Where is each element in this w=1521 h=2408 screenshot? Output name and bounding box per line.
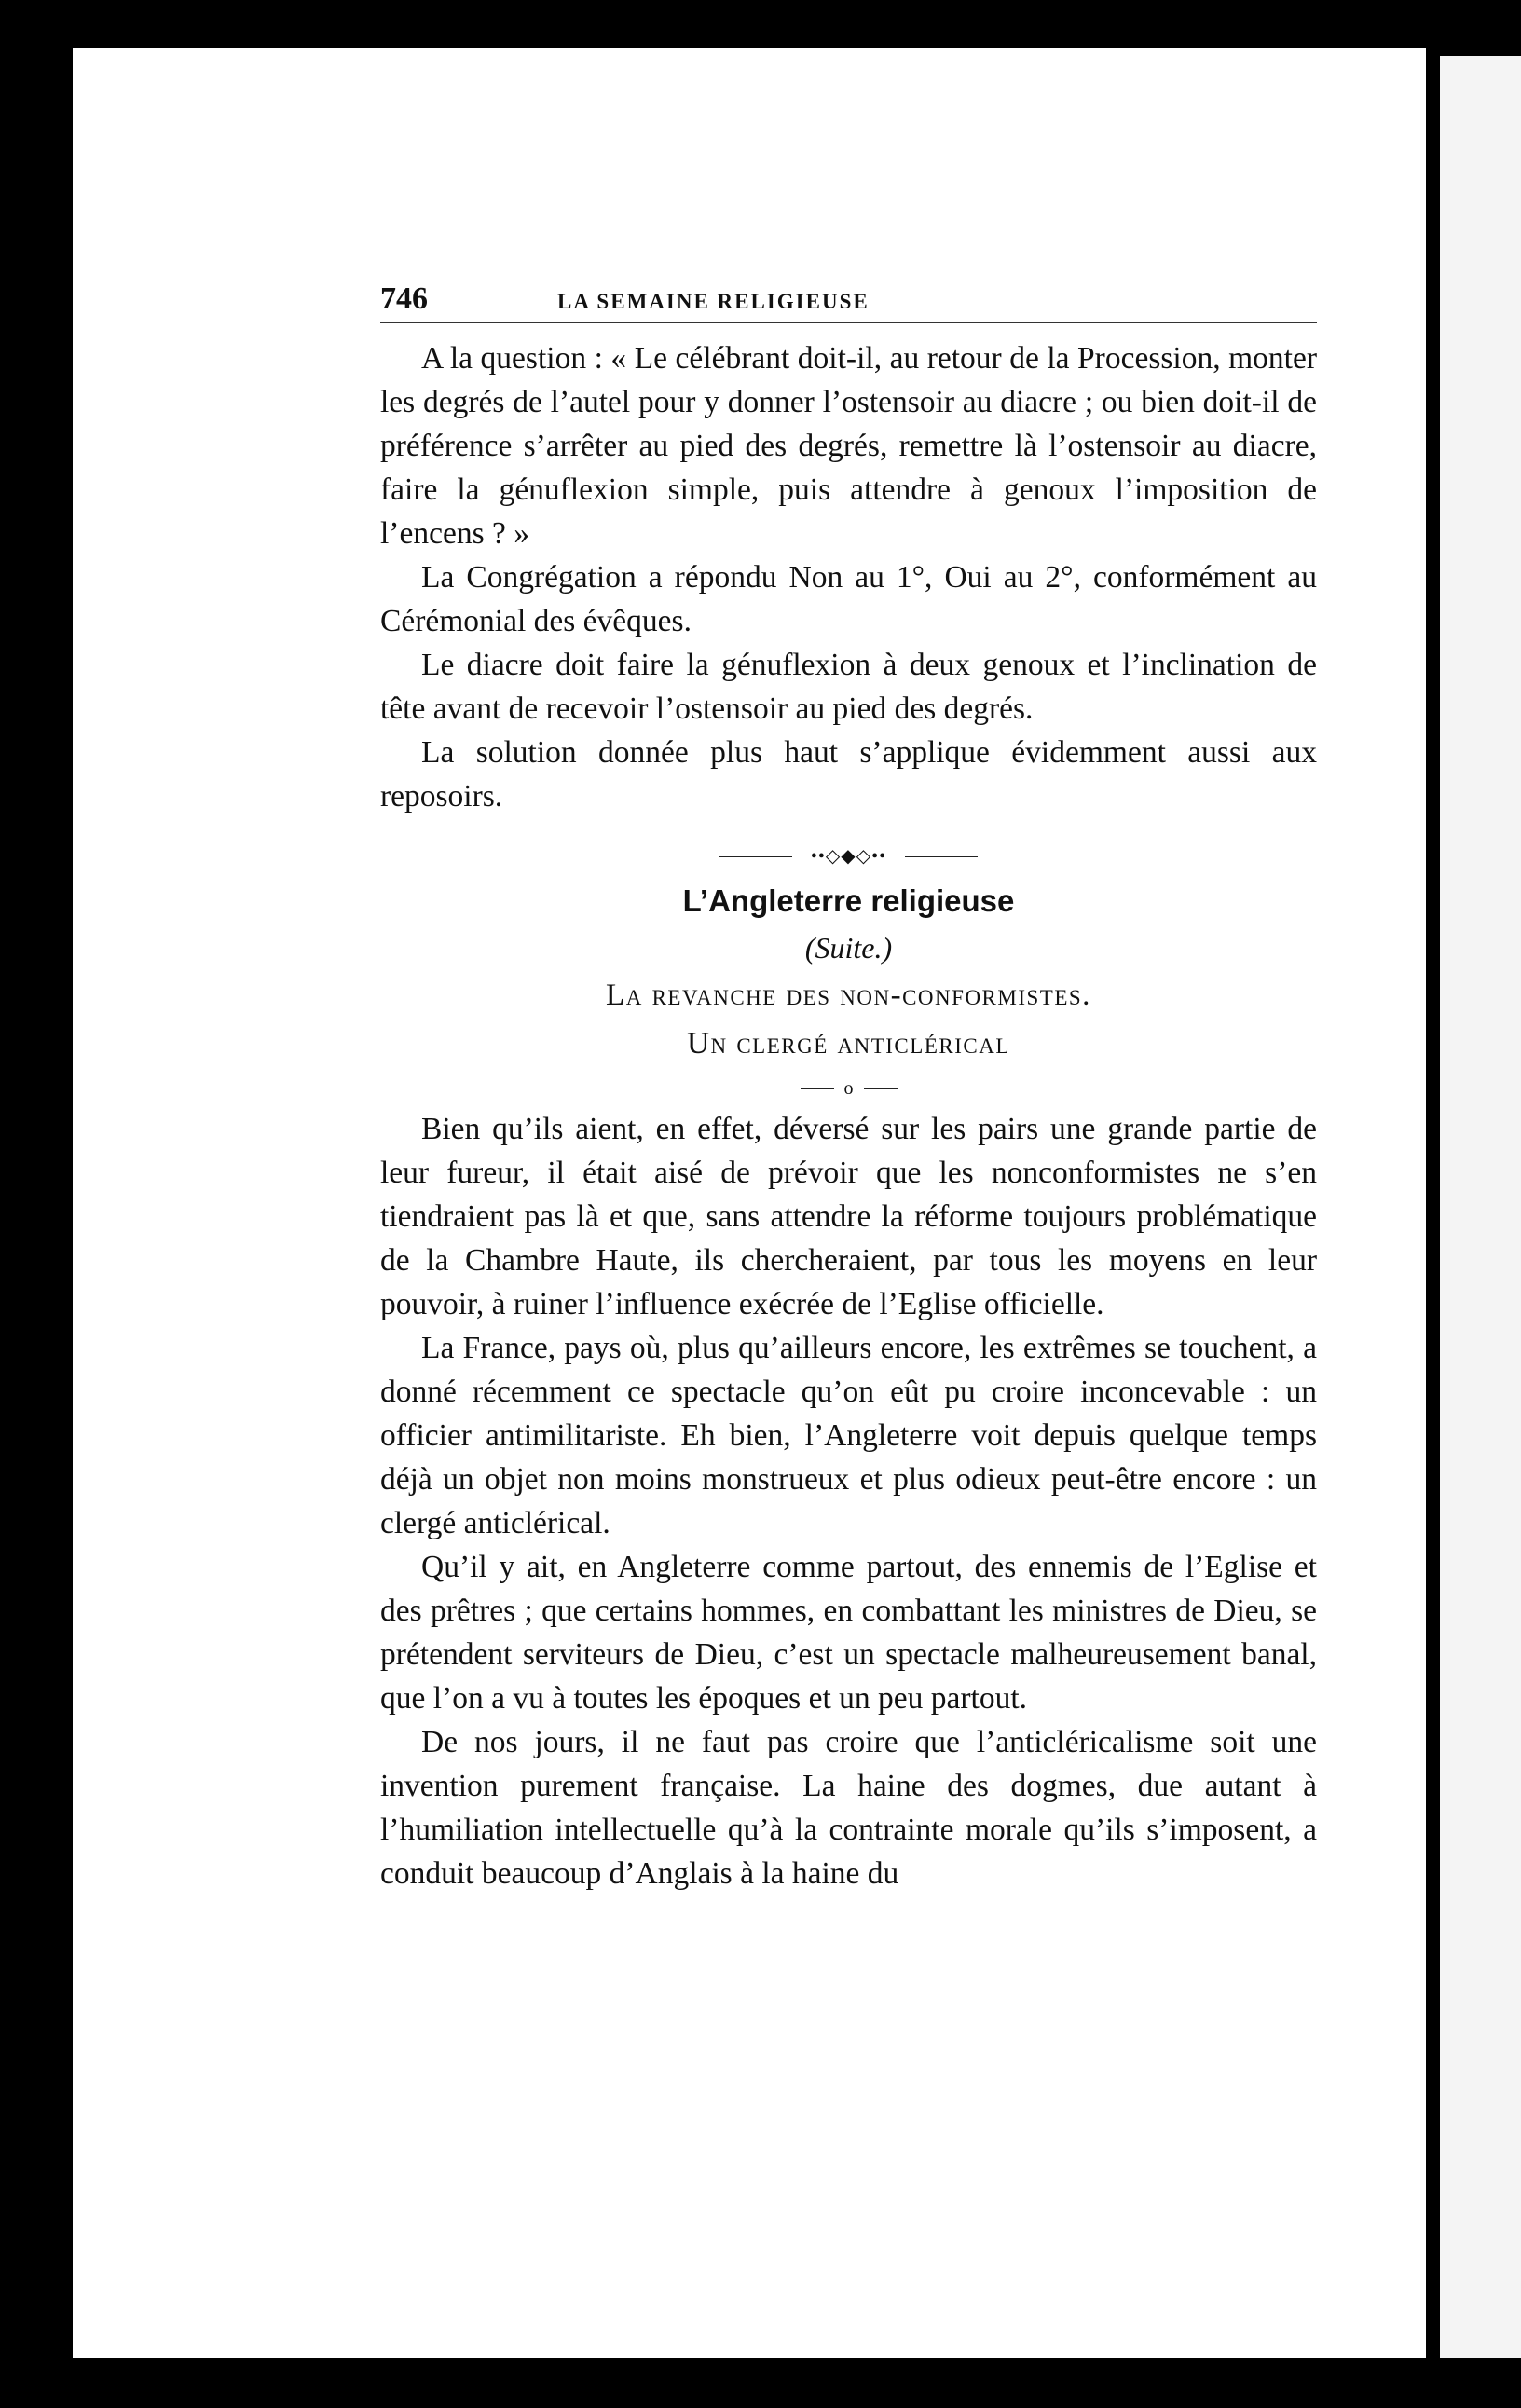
paragraph: De nos jours, il ne faut pas croire que l’anticléricalisme soit une invention purement française. La haine des dogmes, due autant à l’humiliation intellectuelle qu’à la contrainte morale qu’ils s’imposent, a conduit beaucoup d’Anglais à la haine du <box>380 1725 1317 1891</box>
journal-title: LA SEMAINE RELIGIEUSE <box>557 290 870 313</box>
running-head <box>380 281 1317 323</box>
article-heading-line-1: La revanche des non-conformistes. <box>606 978 1091 1012</box>
section-separator <box>380 837 1317 874</box>
separator-ornament: ••◇◆◇•• <box>810 846 887 868</box>
page-text-block <box>380 281 1317 1895</box>
paragraph: La solution donnée plus haut s’applique évidemment aussi aux reposoirs. <box>380 735 1317 814</box>
paragraph: La France, pays où, plus qu’ailleurs encore, les extrêmes se touchent, a donné récemment ce spectacle qu’on eût pu croire inconcevable : un officier antimilitariste. Eh bien, l’Angleterre voit depuis quelque temps déjà un objet non moins monstrueux et plus odieux peut-être encore : un clergé anticlérical. <box>380 1331 1317 1540</box>
small-separator-ornament: o <box>843 1078 854 1100</box>
paragraph: A la question : « Le célébrant doit-il, au retour de la Procession, monter les degrés de l’autel pour y donner l’ostensoir au diacre ; ou bien doit-il de préférence s’arrêter au pied des degrés, remettre là l’ostensoir au diacre, faire la génuflexion simple, puis attendre à genoux l’imposition de l’encens ? » <box>380 341 1317 551</box>
paragraph: Le diacre doit faire la génuflexion à deux genoux et l’inclination de tête avant de recevoir l’ostensoir au pied des degrés. <box>380 648 1317 726</box>
separator-rule-left <box>719 856 792 857</box>
separator-rule-right <box>905 856 978 857</box>
adjacent-page-edge <box>1440 56 1521 2358</box>
small-separator-rule-right <box>864 1088 898 1089</box>
first-section <box>380 336 1317 818</box>
paragraph: Bien qu’ils aient, en effet, déversé sur les pairs une grande partie de leur fureur, il était aisé de prévoir que les nonconformistes ne s’en tiendraient pas là et que, sans attendre la réforme toujours problématique de la Chambre Haute, ils chercheraient, par tous les moyens en leur pouvoir, à ruiner l’influence exécrée de l’Eglise officielle. <box>380 1112 1317 1321</box>
page-number: 746 <box>380 281 428 316</box>
article-subtitle: (Suite.) <box>804 931 893 965</box>
paragraph: La Congrégation a répondu Non au 1°, Oui au 2°, conformément au Cérémonial des évêques. <box>380 560 1317 638</box>
article-heading-line-2: Un clergé anticlérical <box>687 1027 1010 1060</box>
scanned-page <box>73 48 1426 2358</box>
article-title: L’Angleterre religieuse <box>682 883 1015 918</box>
small-separator-rule-left <box>801 1088 834 1089</box>
article-body <box>380 1107 1317 1895</box>
paragraph: Qu’il y ait, en Angleterre comme partout, des ennemis de l’Eglise et des prêtres ; que certains hommes, en combattant les ministres de Dieu, se prétendent serviteurs de Dieu, c’est un spectacle malheureusement banal, que l’on a vu à toutes les époques et un peu partout. <box>380 1550 1317 1716</box>
small-separator <box>380 1068 1317 1107</box>
